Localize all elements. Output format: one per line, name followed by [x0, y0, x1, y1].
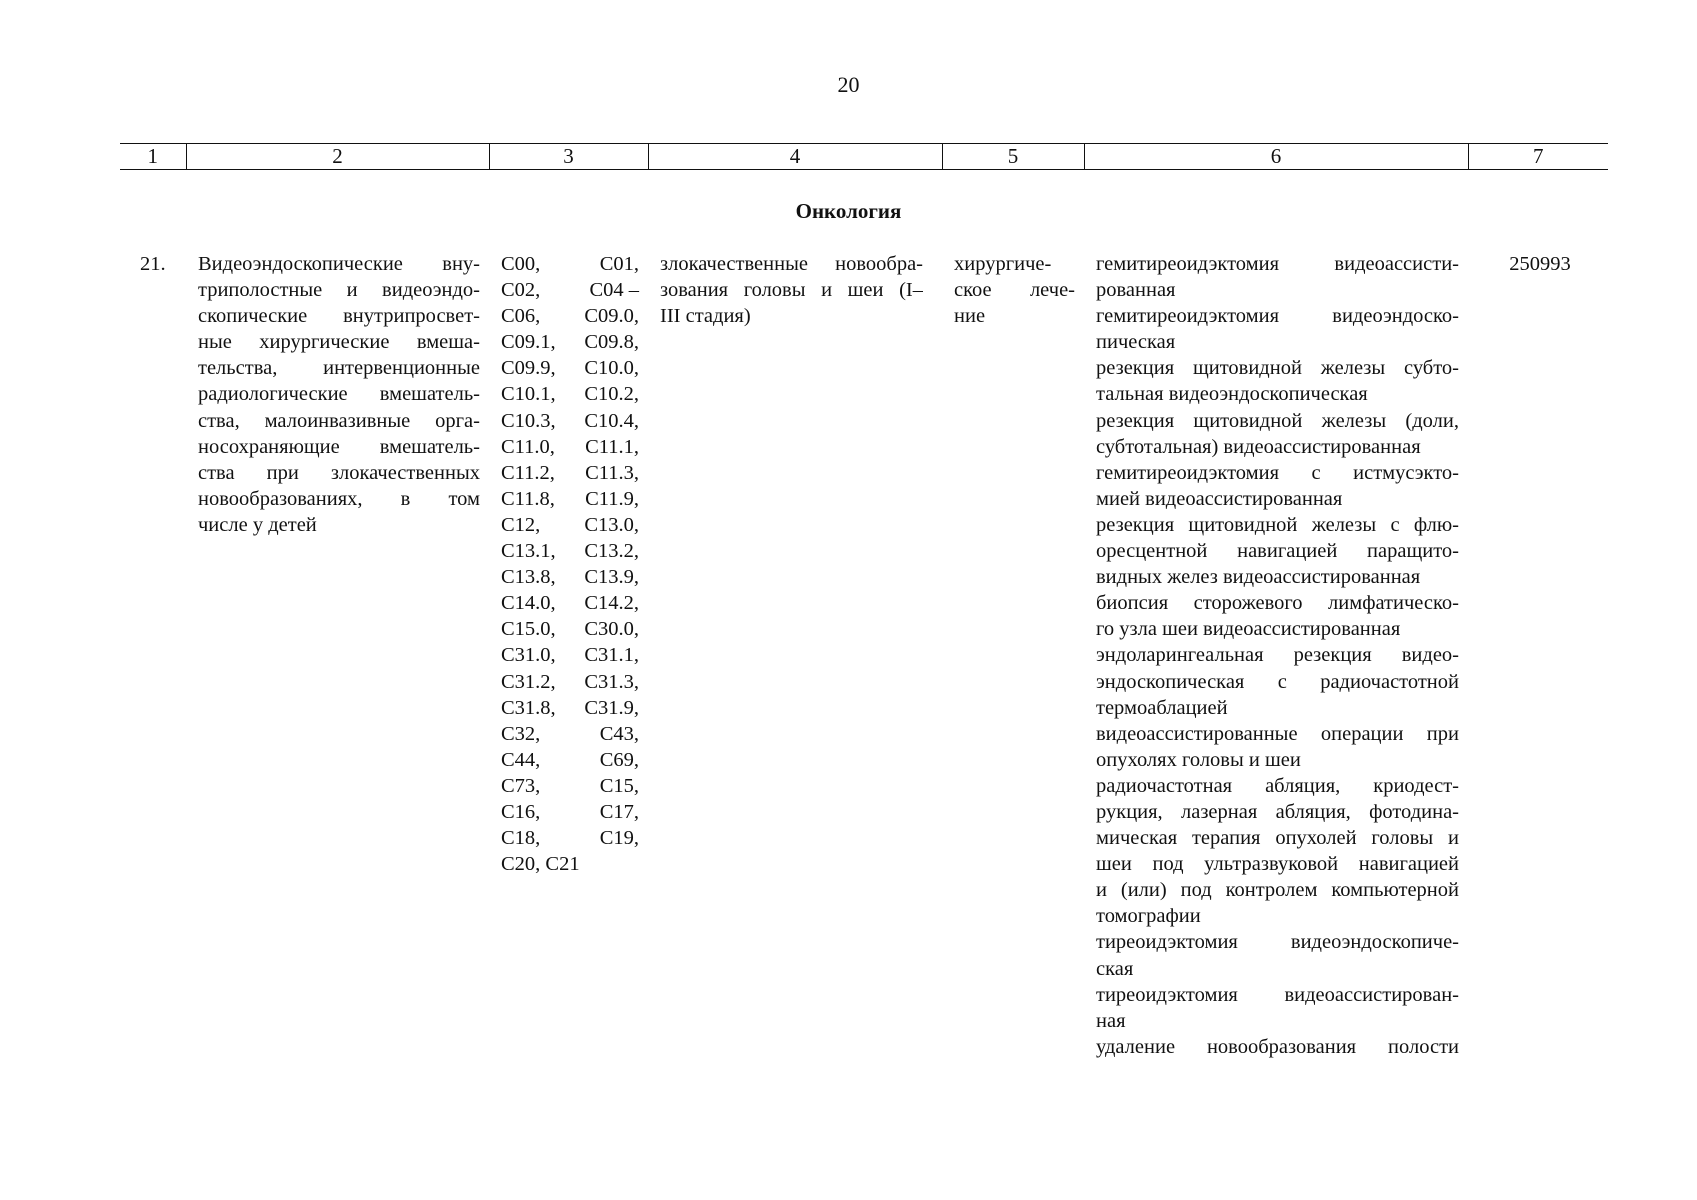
method-line: термоаблацией	[1096, 696, 1228, 719]
code-line	[501, 277, 639, 303]
diagnosis-code: C00,	[501, 253, 541, 275]
diagnosis-codes	[501, 251, 639, 877]
method-line: мией видеоассистированная	[1096, 487, 1343, 510]
diagnosis-code: C14.2,	[584, 592, 639, 615]
code-line	[501, 251, 639, 277]
diagnosis-code: C31.3,	[584, 670, 639, 693]
code-line	[501, 616, 639, 642]
diagnosis-code: C11.9,	[585, 487, 639, 510]
column-header-2: 2	[186, 144, 489, 170]
method-line: гемитиреоидэктомия с истмусэкто-	[1096, 461, 1459, 484]
diagnosis-code: C09.8,	[584, 331, 639, 354]
column-header-7: 7	[1468, 144, 1608, 170]
method-line: биопсия сторожевого лимфатическо-	[1096, 592, 1459, 615]
patient-model	[660, 251, 923, 329]
diagnosis-code: C04 –	[589, 279, 639, 302]
row-number: 21.	[140, 253, 166, 275]
code-line	[501, 512, 639, 538]
code-line	[501, 799, 639, 825]
method-line: радиочастотная абляция, криодест-	[1096, 774, 1459, 797]
method-line: видных желез видеоассистированная	[1096, 566, 1421, 589]
diagnosis-code: C10.1,	[501, 383, 556, 406]
code-line	[501, 851, 639, 877]
method-line: удаление новообразования полости	[1096, 1035, 1459, 1058]
description-line: ства при злокачественных	[198, 461, 480, 484]
diagnosis-code: C15,	[599, 774, 639, 797]
description-line: новообразованиях, в том	[198, 487, 480, 510]
code-line	[501, 460, 639, 486]
diagnosis-code: C31.1,	[584, 644, 639, 667]
diagnosis-code: C19,	[599, 827, 639, 850]
diagnosis-code: C12,	[501, 513, 541, 536]
diagnosis-code: C69,	[599, 748, 639, 771]
diagnosis-code: C31.2,	[501, 670, 556, 693]
column-header-6: 6	[1084, 144, 1468, 170]
diagnosis-code: C11.1,	[585, 435, 639, 458]
code-line	[501, 381, 639, 407]
method-line: томографии	[1096, 905, 1201, 928]
diagnosis-code: C16,	[501, 800, 541, 823]
diagnosis-code: C09.1,	[501, 331, 556, 354]
diagnosis-code: C43,	[599, 722, 639, 745]
diagnosis-line: зования головы и шеи (I–	[660, 279, 923, 302]
method-line: тальная видеоэндоскопическая	[1096, 383, 1368, 406]
method-line: резекция щитовидной железы субто-	[1096, 357, 1459, 380]
treatment-line: ние	[954, 305, 986, 328]
method-line: субтотальная) видеоассистированная	[1096, 435, 1421, 458]
description-line: Видеоэндоскопические вну-	[198, 253, 480, 275]
diagnosis-code: C10.0,	[584, 357, 639, 380]
method-line: го узла шеи видеоассистированная	[1096, 618, 1401, 641]
code-line	[501, 825, 639, 851]
diagnosis-code: C10.4,	[584, 409, 639, 432]
description-line: ства, малоинвазивные орга-	[198, 409, 480, 432]
code-line	[501, 355, 639, 381]
diagnosis-code: C17,	[599, 800, 639, 823]
method-line: видеоассистированные операции при	[1096, 722, 1459, 745]
method-line: ная	[1096, 1009, 1126, 1032]
diagnosis-code: C10.3,	[501, 409, 556, 432]
column-number-header	[120, 143, 1608, 170]
method-line: эндоскопическая с радиочастотной	[1096, 670, 1459, 693]
diagnosis-code: C11.3,	[585, 461, 639, 484]
column-header-5: 5	[942, 144, 1084, 170]
code-line	[501, 329, 639, 355]
diagnosis-code: C13.2,	[584, 540, 639, 563]
intervention-description	[198, 251, 480, 538]
column-header-4: 4	[648, 144, 942, 170]
description-line: триполостные и видеоэндо-	[198, 279, 480, 302]
diagnosis-code: C73,	[501, 774, 541, 797]
code-line	[501, 486, 639, 512]
method-line: резекция щитовидной железы с флю-	[1096, 513, 1459, 536]
method-line: шеи под ультразвуковой навигацией	[1096, 853, 1459, 876]
standard-cost: 250993	[1509, 253, 1571, 275]
diagnosis-code: C11.2,	[501, 461, 555, 484]
diagnosis-code: C09.9,	[501, 357, 556, 380]
diagnosis-code: C14.0,	[501, 592, 556, 615]
diagnosis-code: C13.9,	[584, 566, 639, 589]
diagnosis-code: C31.8,	[501, 696, 556, 719]
method-line: тиреоидэктомия видеоассистирован-	[1096, 983, 1459, 1006]
method-line: тиреоидэктомия видеоэндоскопиче-	[1096, 931, 1459, 954]
column-header-1: 1	[120, 144, 186, 170]
diagnosis-line: III стадия)	[660, 305, 751, 328]
diagnosis-code: C32,	[501, 722, 541, 745]
code-line	[501, 303, 639, 329]
code-line	[501, 747, 639, 773]
description-line: ные хирургические вмеша-	[198, 331, 480, 354]
code-line	[501, 721, 639, 747]
description-line: радиологические вмешатель-	[198, 383, 480, 406]
code-line	[501, 669, 639, 695]
diagnosis-code: C09.0,	[584, 305, 639, 328]
method-line: резекция щитовидной железы (доли,	[1096, 409, 1459, 432]
diagnosis-code: C11.0,	[501, 435, 555, 458]
treatment-type	[954, 251, 1075, 329]
method-line: оресцентной навигацией паращито-	[1096, 540, 1459, 563]
treatment-line: ское лече-	[954, 279, 1075, 302]
treatment-methods	[1096, 251, 1459, 1060]
description-line: числе у детей	[198, 513, 317, 536]
diagnosis-code: C31.0,	[501, 644, 556, 667]
code-line	[501, 564, 639, 590]
page-number: 20	[837, 72, 860, 97]
method-line: пическая	[1096, 331, 1176, 354]
column-header-3: 3	[489, 144, 648, 170]
code-line	[501, 434, 639, 460]
method-line: рованная	[1096, 279, 1176, 302]
diagnosis-code: C01,	[599, 253, 639, 275]
method-line: рукция, лазерная абляция, фотодина-	[1096, 800, 1459, 823]
method-line: опухолях головы и шеи	[1096, 748, 1301, 771]
diagnosis-code: C13.1,	[501, 540, 556, 563]
diagnosis-code: C13.8,	[501, 566, 556, 589]
description-line: носохраняющие вмешатель-	[198, 435, 480, 458]
method-line: ская	[1096, 957, 1134, 980]
description-line: тельства, интервенционные	[198, 357, 480, 380]
method-line: и (или) под контролем компьютерной	[1096, 879, 1459, 902]
treatment-line: хирургиче-	[954, 253, 1052, 275]
code-line	[501, 590, 639, 616]
method-line: гемитиреоидэктомия видеоассисти-	[1096, 253, 1459, 275]
section-title: Онкология	[795, 199, 902, 223]
method-line: мическая терапия опухолей головы и	[1096, 827, 1459, 850]
diagnosis-code: C02,	[501, 279, 541, 302]
diagnosis-code: C11.8,	[501, 487, 555, 510]
diagnosis-code: C15.0,	[501, 618, 556, 641]
method-line: эндоларингеальная резекция видео-	[1096, 644, 1459, 667]
diagnosis-code: C30.0,	[584, 618, 639, 641]
description-line: скопические внутрипросвет-	[198, 305, 480, 328]
diagnosis-code: C31.9,	[584, 696, 639, 719]
diagnosis-code: C18,	[501, 827, 541, 850]
diagnosis-line: злокачественные новообра-	[660, 253, 923, 275]
diagnosis-code: C44,	[501, 748, 541, 771]
code-line	[501, 773, 639, 799]
code-line	[501, 642, 639, 668]
diagnosis-code: C10.2,	[584, 383, 639, 406]
diagnosis-code: C13.0,	[584, 513, 639, 536]
diagnosis-code: C20, C21	[501, 853, 580, 876]
code-line	[501, 538, 639, 564]
diagnosis-code: C06,	[501, 305, 541, 328]
code-line	[501, 408, 639, 434]
code-line	[501, 695, 639, 721]
method-line: гемитиреоидэктомия видеоэндоско-	[1096, 305, 1459, 328]
